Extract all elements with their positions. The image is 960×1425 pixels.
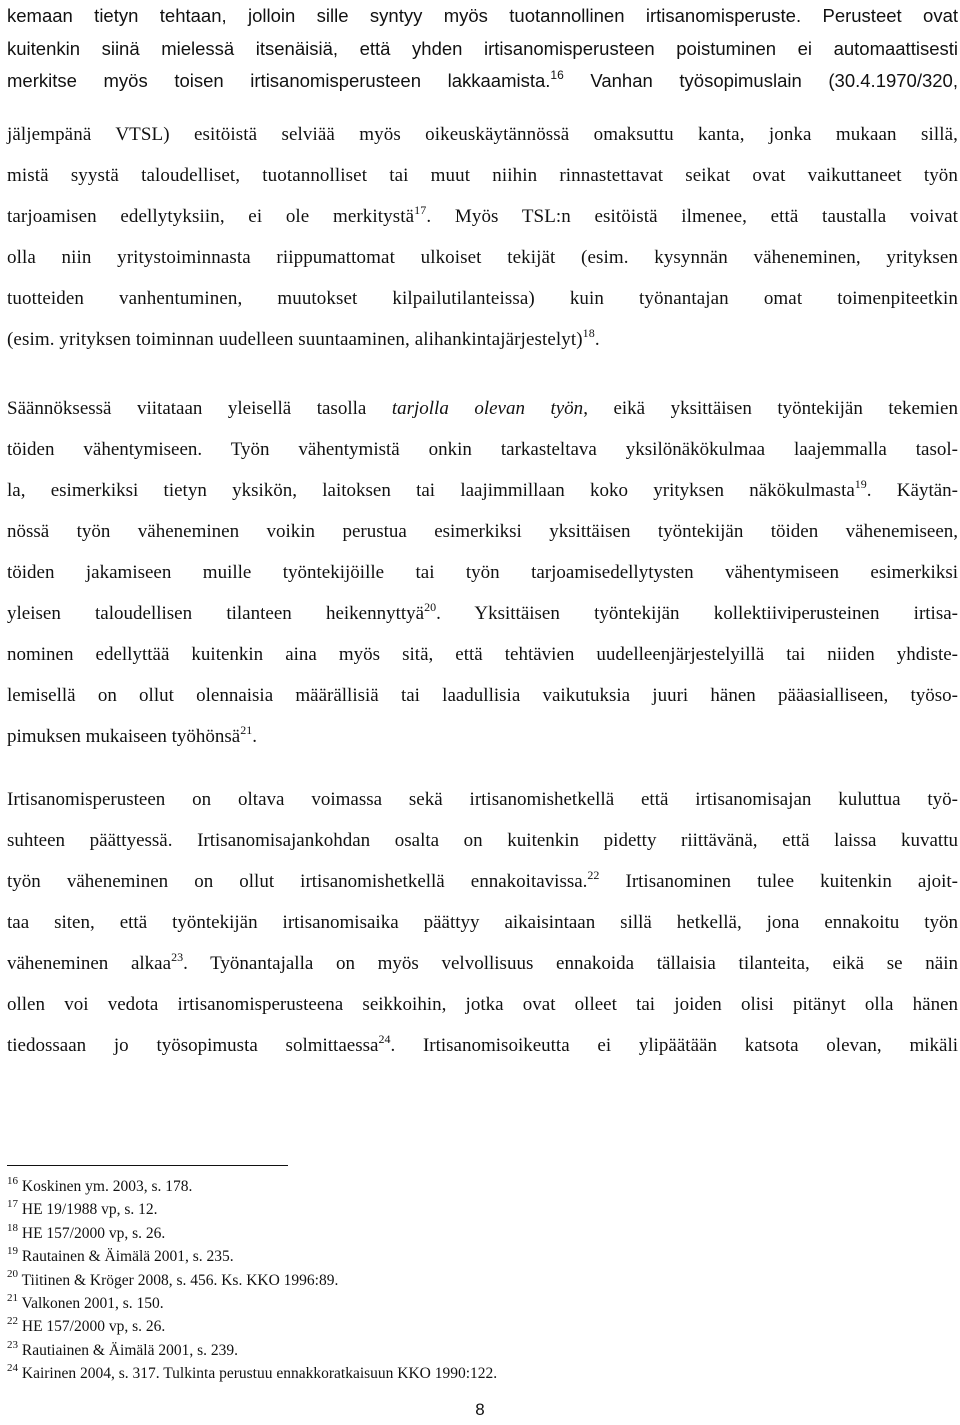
footnote-number: 18: [7, 1221, 18, 1234]
footnote-text: Valkonen 2001, s. 150.: [18, 1295, 164, 1313]
text-line: [7, 984, 958, 1025]
footnote-ref: 17: [414, 202, 427, 217]
text-span: Vanhan työsopimuslain (30.4.1970/320,: [563, 70, 958, 91]
text-span: yleisen taloudellisen tilanteen heikennyttyä: [7, 603, 425, 624]
text-span: työn väheneminen on ollut irtisanomishetkellä ennakoitavissa.: [7, 871, 588, 892]
text-span: lemisellä on ollut olennaisia määrällisiä tai laadullisia vaikutuksia juuri hänen pääasialliseen, työso-: [7, 685, 958, 706]
footnote-24: [7, 1362, 497, 1385]
text-line: [7, 429, 958, 470]
page-number: 8: [475, 1400, 485, 1419]
text-span: taa siten, että työntekijän irtisanomisaika päättyy aikaisintaan sillä hetkellä, jona ennakoitu työn: [7, 912, 958, 933]
text-span: .: [252, 726, 257, 747]
footnote-number: 21: [7, 1291, 18, 1304]
footnote-number: 19: [7, 1245, 18, 1258]
footnote-text: Koskinen ym. 2003, s. 178.: [18, 1178, 193, 1195]
footnote-16: [7, 1175, 497, 1198]
footnote-23: [7, 1339, 497, 1362]
footnote-number: 20: [7, 1268, 18, 1281]
footnote-20: [7, 1269, 497, 1292]
text-span: mistä syystä taloudelliset, tuotannolliset tai muut niihin rinnastettavat seikat ovat vaikuttaneet työn: [7, 165, 958, 186]
text-span: . Työnantajalla on myös velvollisuus ennakoida tällaisia tilanteita, eikä se näin: [183, 953, 958, 974]
text-line: [7, 820, 958, 861]
footnote-ref: 18: [582, 325, 595, 340]
footnote-text: Kairinen 2004, s. 317. Tulkinta perustuu ennakkoratkaisuun KKO 1990:122.: [18, 1365, 498, 1383]
text-span: . Irtisanomisoikeutta ei ylipäätään katsota olevan, mikäli: [390, 1035, 958, 1056]
text-line: [7, 237, 958, 278]
paragraph-intro-serif: [7, 114, 958, 360]
text-line: [7, 278, 958, 319]
footnote-22: [7, 1315, 497, 1338]
text-span: tuotteiden vanhentuminen, muutokset kilpailutilanteissa) kuin työnantajan omat toimenpiteetkin: [7, 288, 958, 309]
footnote-text: Rautiainen & Äimälä 2001, s. 239.: [18, 1341, 238, 1359]
footnote-text: HE 19/1988 vp, s. 12.: [18, 1201, 158, 1219]
footnote-separator: [7, 1165, 288, 1166]
footnote-ref: 21: [240, 722, 253, 737]
text-line: [7, 0, 958, 33]
footnote-text: Rautainen & Äimälä 2001, s. 235.: [18, 1248, 234, 1266]
text-span: . Käytän-: [866, 480, 958, 501]
footnote-number: 16: [7, 1174, 18, 1187]
text-line: [7, 902, 958, 943]
text-span: merkitse myös toisen irtisanomisperusteen lakkaamista.: [7, 70, 551, 91]
text-span: väheneminen alkaa: [7, 953, 172, 974]
footnote-number: 24: [7, 1362, 18, 1375]
footnote-ref: 24: [378, 1031, 391, 1046]
text-line: [7, 593, 958, 634]
text-span: jäljempänä VTSL) esitöistä selviää myös oikeuskäytännössä omaksuttu kanta, jonka mukaan sillä,: [7, 124, 958, 145]
text-line: [7, 114, 958, 155]
paragraph-work-reduction: [7, 388, 958, 757]
emphasis-text: tarjolla olevan työn: [391, 398, 584, 419]
text-span: tarjoamisen edellytyksiin, ei ole merkitystä: [7, 206, 415, 227]
text-span: la, esimerkiksi tietyn yksikön, laitoksen tai laajimmillaan koko yrityksen näkökulmasta: [7, 480, 855, 501]
text-span: , eikä yksittäisen työntekijän tekemien: [583, 398, 958, 419]
text-span: töiden vähentymiseen. Työn vähentymistä onkin tarkasteltava yksilönäkökulmaa laajemmalla tasol-: [7, 439, 958, 460]
footnote-ref: 19: [854, 476, 867, 491]
text-line: [7, 470, 958, 511]
text-line: [7, 155, 958, 196]
footnote-ref: 22: [587, 867, 600, 882]
footnote-text: HE 157/2000 vp, s. 26.: [18, 1318, 166, 1336]
text-line: [7, 779, 958, 820]
footnote-number: 23: [7, 1338, 18, 1351]
text-span: Irtisanominen tulee kuitenkin ajoit-: [599, 871, 958, 892]
paragraph-intro-sans: [7, 0, 958, 98]
text-line: [7, 943, 958, 984]
text-line: [7, 552, 958, 593]
footnote-number: 17: [7, 1198, 18, 1211]
text-span: tiedossaan jo työsopimusta solmittaessa: [7, 1035, 379, 1056]
footnote-number: 22: [7, 1315, 18, 1328]
footnote-ref: 20: [424, 599, 437, 614]
text-line: [7, 511, 958, 552]
text-line: [7, 196, 958, 237]
footnote-text: HE 157/2000 vp, s. 26.: [18, 1224, 166, 1242]
text-line: [7, 388, 958, 429]
text-span: nössä työn väheneminen voikin perustua esimerkiksi yksittäisen työntekijän töiden vähenemiseen,: [7, 521, 958, 542]
text-span: kuitenkin siinä mielessä itsenäisiä, että yhden irtisanomisperusteen poistuminen ei automaattisesti: [7, 37, 958, 59]
text-span: töiden jakamiseen muille työntekijöille tai työn tarjoamisedellytysten vähentymiseen esimerkiksi: [7, 562, 958, 583]
text-span: . Yksittäisen työntekijän kollektiiviperusteinen irtisa-: [436, 603, 958, 624]
footnote-ref: 16: [550, 67, 564, 82]
footnote-ref: 23: [171, 949, 184, 964]
footnote-18: [7, 1222, 497, 1245]
text-span: Säännöksessä viitataan yleisellä tasolla: [7, 398, 392, 419]
text-line: [7, 716, 958, 757]
text-span: suhteen päättyessä. Irtisanomisajankohdan osalta on kuitenkin pidetty riittävänä, että laissa kuvattu: [7, 830, 958, 851]
paragraph-dismissal-ground: [7, 779, 958, 1066]
footnotes: [7, 1175, 497, 1386]
text-span: ollen voi vedota irtisanomisperusteena seikkoihin, jotka ovat olleet tai joiden olisi pitänyt olla hänen: [7, 994, 958, 1015]
text-span: Irtisanomisperusteen on oltava voimassa sekä irtisanomishetkellä että irtisanomisajan kuluttua työ-: [7, 789, 958, 810]
text-line: [7, 319, 958, 360]
text-line: [7, 33, 958, 66]
text-span: nominen edellyttää kuitenkin aina myös sitä, että tehtävien uudelleenjärjestelyillä tai niiden yhdiste-: [7, 644, 958, 665]
footnote-text: Tiitinen & Kröger 2008, s. 456. Ks. KKO 1996:89.: [18, 1271, 339, 1289]
text-line: [7, 1025, 958, 1066]
text-span: .: [594, 329, 600, 350]
footnote-21: [7, 1292, 497, 1315]
text-line: [7, 634, 958, 675]
text-line: [7, 861, 958, 902]
footnote-17: [7, 1198, 497, 1221]
text-span: kemaan tietyn tehtaan, jolloin sille syntyy myös tuotannollinen irtisanomisperuste. Perusteet ovat: [7, 5, 958, 26]
text-span: olla niin yritystoiminnasta riippumattomat ulkoiset tekijät (esim. kysynnän väheneminen, yrityksen: [7, 247, 958, 268]
text-line: [7, 675, 958, 716]
text-line: [7, 65, 958, 98]
text-span: pimuksen mukaiseen työhönsä: [7, 726, 241, 747]
text-span: (esim. yrityksen toiminnan uudelleen suuntaaminen, alihankintajärjestelyt): [7, 329, 583, 350]
footnote-19: [7, 1245, 497, 1268]
text-span: . Myös TSL:n esitöistä ilmenee, että taustalla voivat: [426, 206, 958, 227]
